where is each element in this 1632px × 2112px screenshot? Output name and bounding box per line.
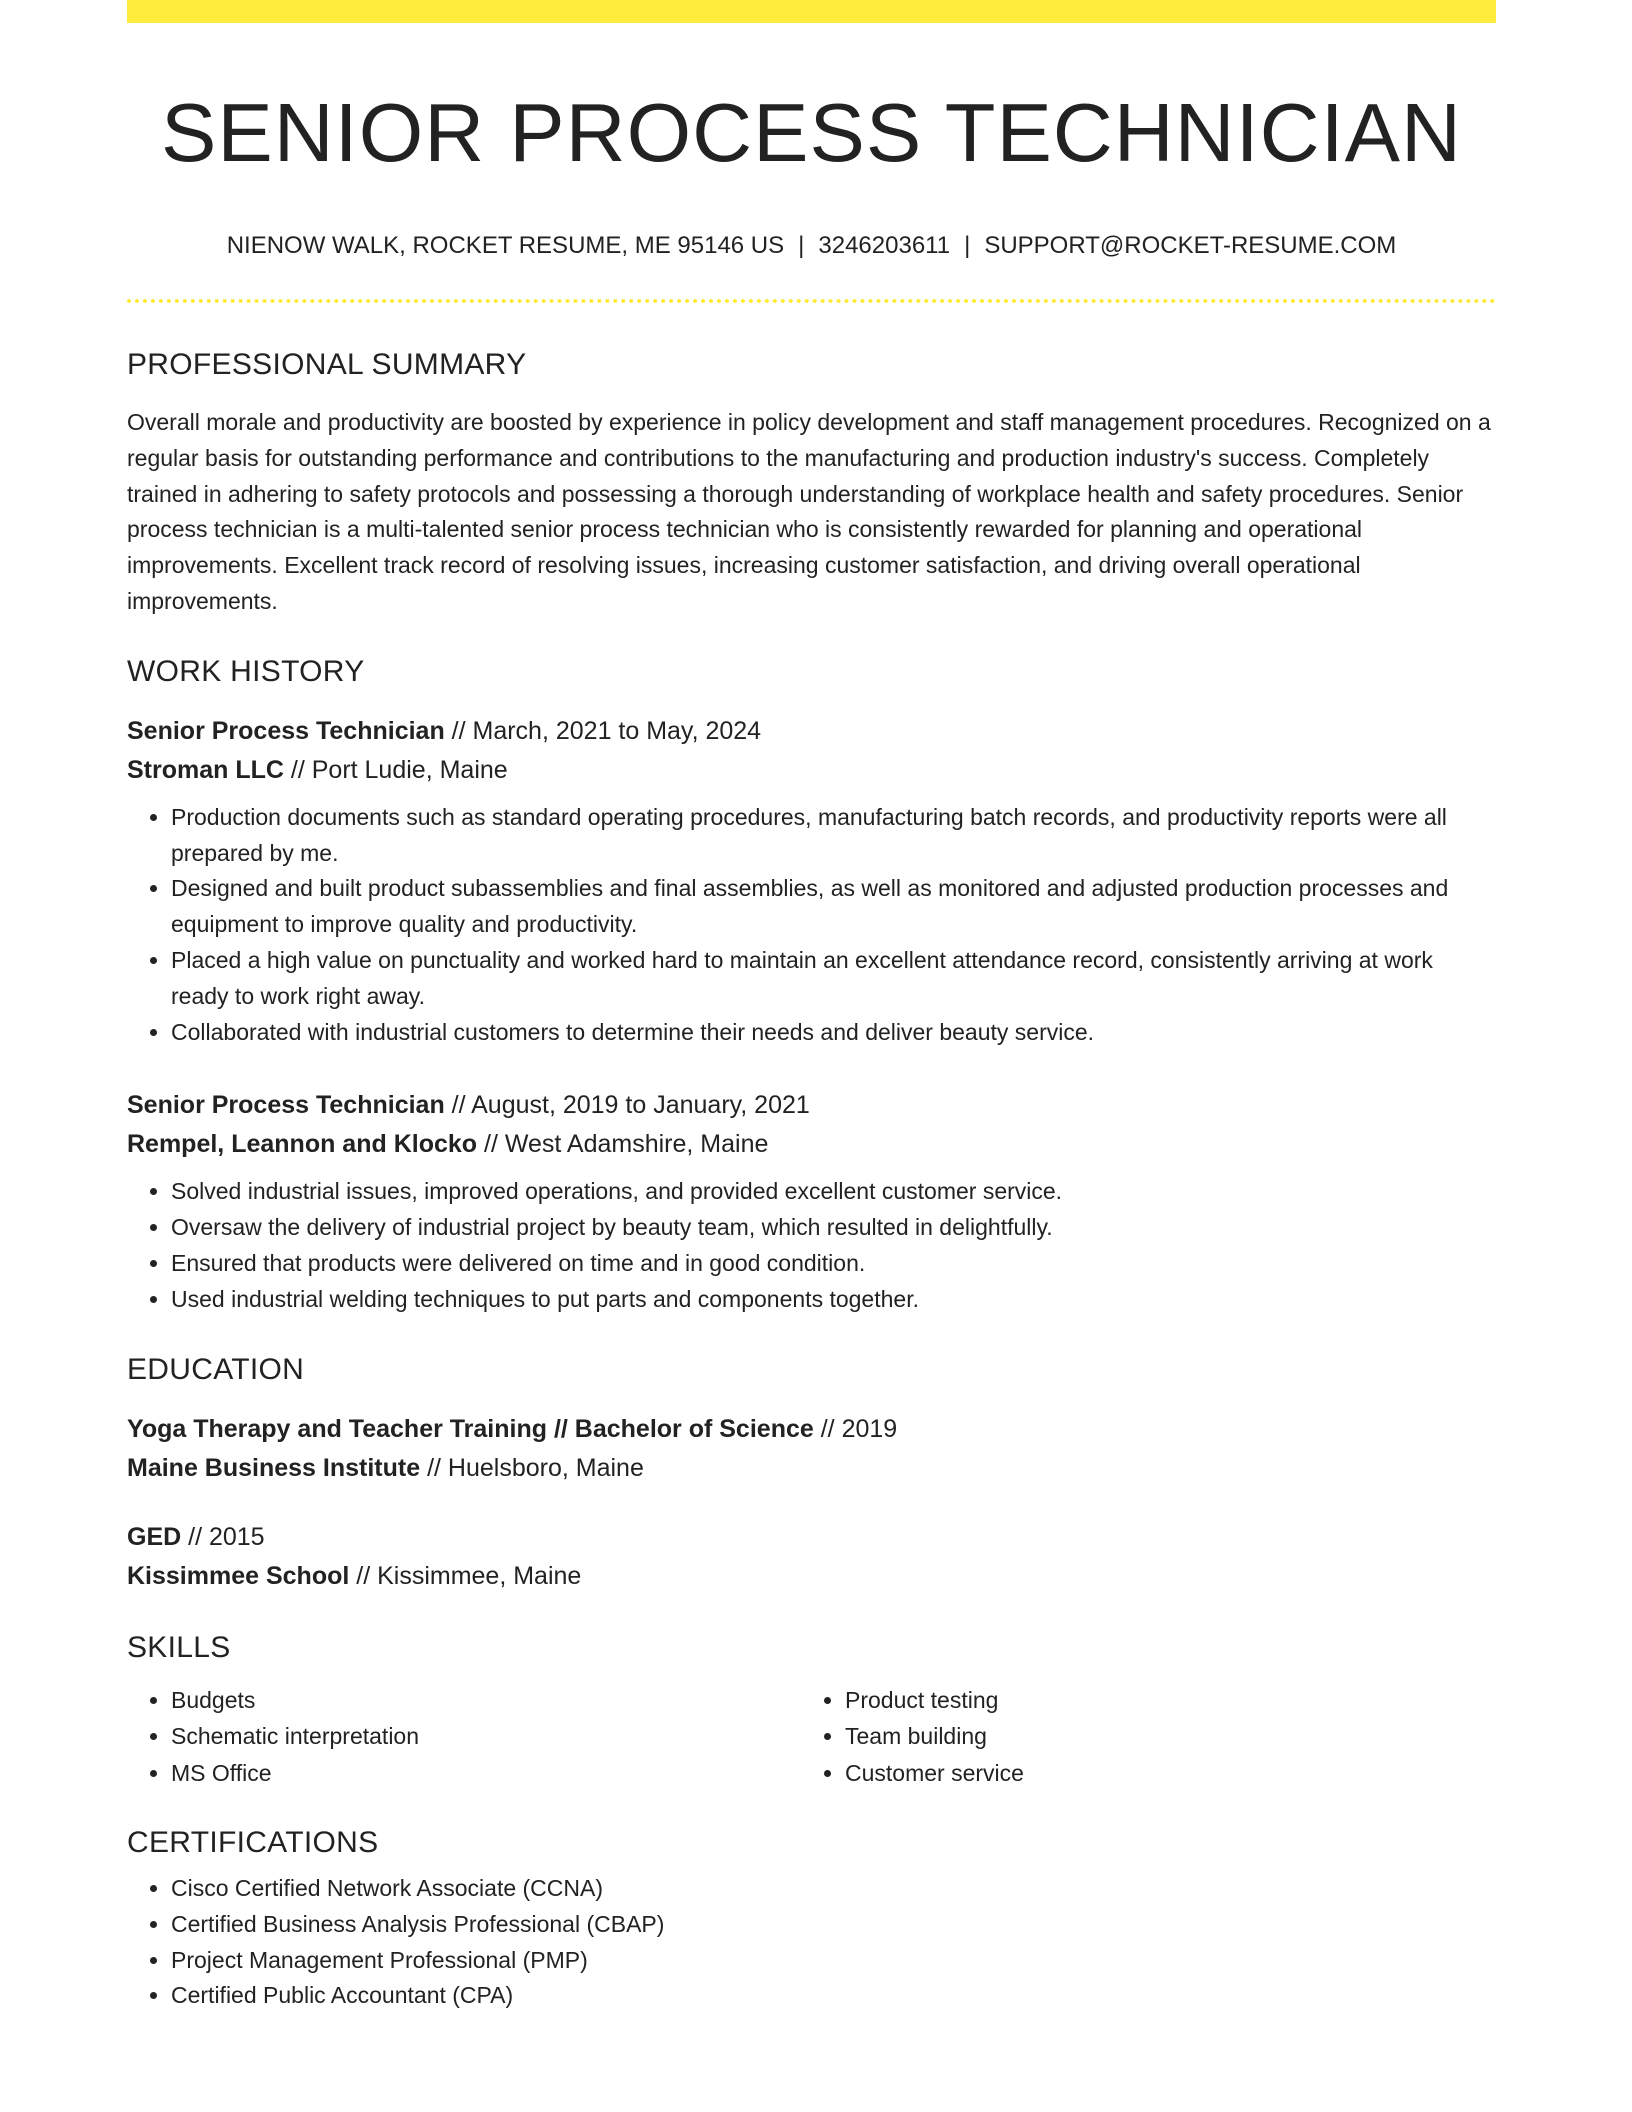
skill-item: • MS Office (171, 1755, 801, 1792)
job-entry (127, 712, 1496, 1051)
certifications-heading: CERTIFICATIONS (127, 1826, 379, 1860)
job-bullet: • Designed and built product subassemblies and final assemblies, as well as monitored and adjusted production processes and equipment to improve quality and productivity. (171, 871, 1496, 943)
job-dates: // March, 2021 to May, 2024 (444, 716, 762, 745)
education-entry (127, 1518, 1496, 1596)
edu-year: // 2019 (813, 1414, 898, 1443)
edu-location: // Kissimmee, Maine (349, 1561, 582, 1590)
job-company: Stroman LLC (127, 755, 284, 784)
certification-item: • Certified Business Analysis Professional (CBAP) (171, 1907, 1496, 1943)
skill-item: • Product testing (845, 1682, 1475, 1719)
certifications-list (127, 1871, 1496, 2014)
job-location: // Port Ludie, Maine (283, 755, 508, 784)
resume-name: SENIOR PROCESS TECHNICIAN (161, 86, 1462, 179)
job-role-line (127, 1086, 1496, 1125)
skills-column-right (801, 1682, 1475, 1792)
job-bullet: • Ensured that products were delivered on time and in good condition. (171, 1246, 1496, 1282)
summary-text: Overall morale and productivity are boosted by experience in policy development and staff management procedures. Recognized on a regular basis for outstanding performance and contributions to the manufacturing and production industry's success. Completely trained in adhering to safety protocols and possessing a thorough understanding of workplace health and safety procedures. Senior process technician is a multi-talented senior process technician who is consistently rewarded for planning and operational improvements. Excellent track record of resolving issues, increasing customer satisfaction, and driving overall operational improvements. (127, 409, 1491, 614)
certification-item: • Certified Public Accountant (CPA) (171, 1978, 1496, 2014)
skills-heading: SKILLS (127, 1630, 231, 1664)
skills-grid (127, 1682, 1496, 1792)
edu-degree: Yoga Therapy and Teacher Training // Bachelor of Science (127, 1414, 814, 1443)
job-bullet: • Oversaw the delivery of industrial project by beauty team, which resulted in delightfully. (171, 1210, 1496, 1246)
contact-separator: | (798, 232, 805, 259)
job-company: Rempel, Leannon and Klocko (127, 1130, 478, 1159)
contact-separator: | (964, 232, 971, 259)
edu-degree: GED (127, 1522, 182, 1551)
accent-top-bar (127, 0, 1496, 23)
education-heading: EDUCATION (127, 1352, 305, 1386)
certification-item: • Project Management Professional (PMP) (171, 1943, 1496, 1979)
edu-school: Maine Business Institute (127, 1453, 421, 1482)
edu-school: Kissimmee School (127, 1561, 350, 1590)
skill-item: • Team building (845, 1718, 1475, 1755)
edu-degree-line (127, 1518, 1496, 1557)
job-bullet: • Placed a high value on punctuality and worked hard to maintain an excellent attendance record, consistently arriving at work ready to work right away. (171, 943, 1496, 1015)
work-history-heading: WORK HISTORY (127, 654, 365, 688)
job-role-line (127, 712, 1496, 751)
job-bullet: • Solved industrial issues, improved operations, and provided excellent customer service. (171, 1174, 1496, 1210)
skill-item: • Budgets (171, 1682, 801, 1719)
edu-year: // 2015 (181, 1522, 265, 1551)
job-dates: // August, 2019 to January, 2021 (444, 1091, 810, 1120)
skill-item: • Schematic interpretation (171, 1718, 801, 1755)
job-role: Senior Process Technician (127, 1091, 445, 1120)
job-role: Senior Process Technician (127, 716, 445, 745)
summary-heading: PROFESSIONAL SUMMARY (127, 348, 527, 381)
job-company-line (127, 751, 1496, 790)
skill-item: • Customer service (845, 1755, 1475, 1792)
job-bullets (127, 800, 1496, 1051)
edu-degree-line (127, 1410, 1496, 1449)
edu-location: // Huelsboro, Maine (420, 1453, 644, 1482)
skills-column-left (127, 1682, 801, 1792)
education-entry (127, 1410, 1496, 1488)
contact-email: SUPPORT@ROCKET-RESUME.COM (984, 232, 1397, 259)
job-bullet: • Used industrial welding techniques to put parts and components together. (171, 1282, 1496, 1318)
certification-item: • Cisco Certified Network Associate (CCNA) (171, 1871, 1496, 1907)
contact-address: NIENOW WALK, ROCKET RESUME, ME 95146 US (226, 232, 785, 259)
contact-line (127, 231, 1496, 261)
job-company-line (127, 1125, 1496, 1164)
job-entry (127, 1086, 1496, 1317)
contact-phone: 3246203611 (818, 232, 951, 259)
job-bullet: • Production documents such as standard operating procedures, manufacturing batch records, and productivity reports were all prepared by me. (171, 800, 1496, 872)
job-bullet: • Collaborated with industrial customers to determine their needs and deliver beauty service. (171, 1015, 1496, 1051)
job-bullets (127, 1174, 1496, 1317)
job-location: // West Adamshire, Maine (477, 1130, 769, 1159)
edu-school-line (127, 1557, 1496, 1596)
resume-page (127, 0, 1496, 2014)
dotted-divider (127, 299, 1496, 303)
edu-school-line (127, 1449, 1496, 1488)
